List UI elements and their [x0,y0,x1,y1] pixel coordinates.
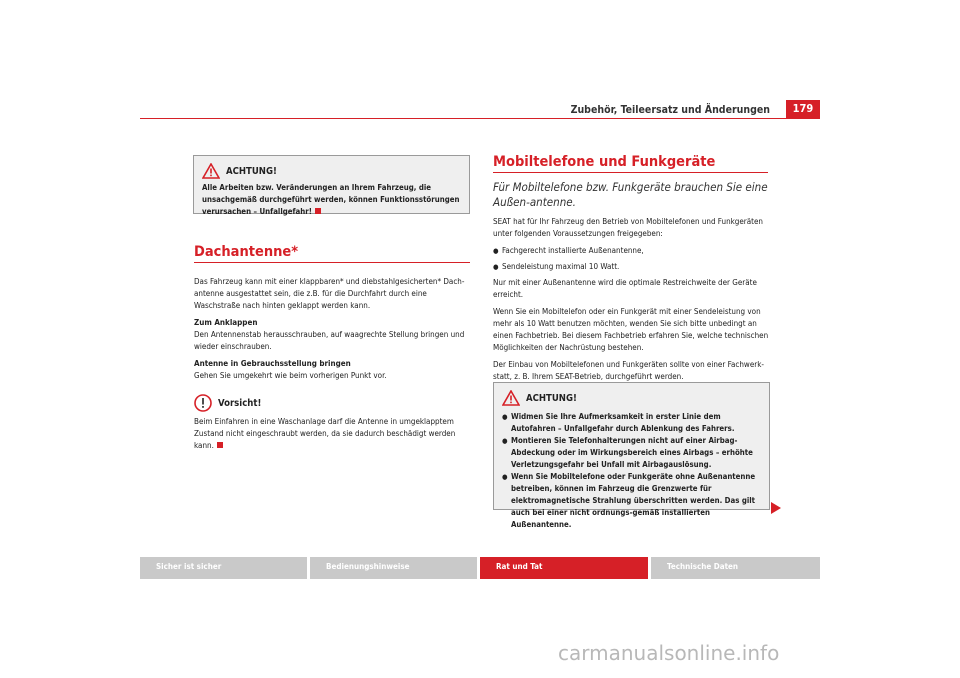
fold-text: Den Antennenstab herausschrauben, auf waagrechte Stellung bringen und wieder einschrauben. [194,330,465,351]
warning-box [193,155,470,214]
left-body [194,276,472,387]
caution-block [194,394,472,452]
footer-tab-technical-data[interactable]: Technische Daten [651,557,820,579]
paragraph-range: Nur mit einer Außenantenne wird die optimale Restreichweite der Geräte erreicht. [493,278,757,299]
warning-triangle-icon [502,390,520,406]
end-mark-icon [217,442,223,448]
caution-text: Beim Einfahren in eine Waschanlage darf die Antenne in umgeklapptem Zustand nicht eingeschraubt werden, da sie dadurch beschädigt werden kann. [194,417,456,450]
page-number: 179 [786,100,820,118]
paragraph-conditions: SEAT hat für Ihr Fahrzeug den Betrieb von Mobiltelefonen und Funkgeräten unter folgenden Voraussetzungen freigegeben: [493,217,763,238]
warning-item: ● Widmen Sie Ihre Aufmerksamkeit in erster Linie dem Autofahren – Unfallgefahr durch Ablenkung des Fahrers. [502,411,761,435]
warning-list [502,411,761,531]
footer-tab-advice[interactable]: Rat und Tat [480,557,648,579]
list-item: ● Fachgerecht installierte Außenantenne, [493,245,773,257]
heading-rule [194,262,470,263]
header-rule [140,118,820,119]
footer-tab-operation[interactable]: Bedienungshinweise [310,557,477,579]
footer-tab-safety[interactable]: Sicher ist sicher [140,557,307,579]
warning-item: ● Wenn Sie Mobiltelefone oder Funkgeräte ohne Außenantenne betreiben, können im Fahrzeug die Grenzwerte für elektromagnetische Strahlung überschritten werden. Das gilt auch bei einer nicht ordnungs-gemäß installierten Außenantenne. [502,471,761,531]
chapter-title: Zubehör, Teileersatz und Änderungen [570,104,770,116]
intro-paragraph: Das Fahrzeug kann mit einer klappbaren* und diebstahlgesicherten* Dach-antenne ausgestattet sein, die z.B. für die Durchfahrt durch eine Waschstraße nach hinten geklappt werden kann. [194,277,465,310]
warning-title: ACHTUNG! [526,392,577,404]
warning-triangle-icon [202,163,220,179]
paragraph-installation: Der Einbau von Mobiltelefonen und Funkgeräten sollte von einer Fachwerk-statt, z. B. Ihrem SEAT-Betrieb, durchgeführt werden. [493,360,764,381]
watermark: carmanualsonline.info [558,641,780,665]
list-item: ● Sendeleistung maximal 10 Watt. [493,261,773,273]
section-subtitle: Für Mobiltelefone bzw. Funkgeräte brauchen Sie eine Außen-antenne. [493,180,768,209]
end-mark-icon [315,208,321,214]
warning-box [493,382,770,529]
right-body [493,216,773,388]
next-page-arrow-icon[interactable] [771,502,781,514]
warning-title: ACHTUNG! [226,165,277,177]
use-position-text: Gehen Sie umgekehrt wie beim vorherigen Punkt vor. [194,371,387,380]
heading-rule [493,172,768,173]
caution-title: Vorsicht! [218,397,262,409]
warning-header [502,389,761,407]
section-heading-roof-antenna: Dachantenne* [194,244,299,260]
caution-circle-icon [194,394,212,412]
warning-header [202,162,461,180]
warning-item: ● Montieren Sie Telefonhalterungen nicht auf einer Airbag-Abdeckung oder im Wirkungsbereich eines Airbags – erhöhte Verletzungsgefahr bei Unfall mit Airbagauslösung. [502,435,761,471]
warning-text: Alle Arbeiten bzw. Veränderungen an Ihrem Fahrzeug, die unsachgemäß durchgeführt werden, können Funktionsstörungen verursachen – Unfallgefahr! [202,183,460,216]
paragraph-power: Wenn Sie ein Mobiltelefon oder ein Funkgerät mit einer Sendeleistung von mehr als 10 Watt benutzen möchten, wenden Sie sich bitte unbedingt an einen Fachbetrieb. Bei diesem Fachbetrieb erfahren Sie, welche technischen Möglichkeiten der Nachrüstung bestehen. [493,307,769,352]
subheading-fold: Zum Anklappen [194,318,258,327]
section-heading-mobile-phones: Mobiltelefone und Funkgeräte [493,154,716,170]
subheading-use-position: Antenne in Gebrauchsstellung bringen [194,359,351,368]
